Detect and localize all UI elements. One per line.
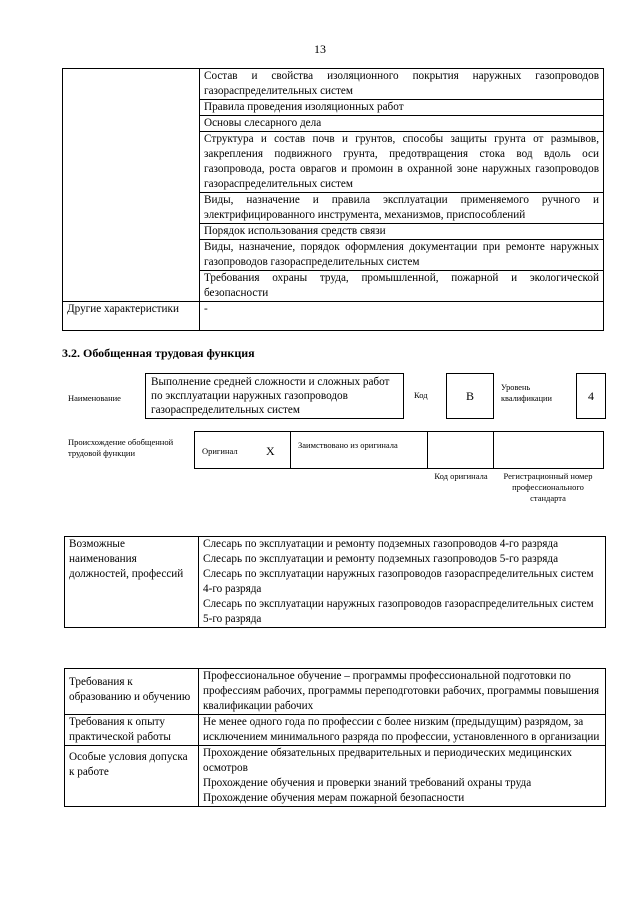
divider — [290, 431, 291, 469]
origin-row — [194, 431, 604, 469]
positions-label: Возможные наименования должностей, профессий — [65, 537, 199, 628]
experience-value: Не менее одного года по профессии с более низким (предыдущим) разрядом, за исключением минимального разряда по профессии, установленного в организации — [199, 715, 606, 746]
admission-item: Прохождение обязательных предварительных и периодических медицинских осмотров — [203, 747, 572, 774]
knowledge-item: Структура и состав почв и грунтов, способы защиты грунта от размывов, закрепления подвижного грунта, предотвращения стока вод вдоль оси газопровода, роста оврагов и промоин в охранной зоне наружных газопроводов газораспределительных систем — [200, 132, 604, 193]
position-item: Слесарь по эксплуатации и ремонту подземных газопроводов 5-го разряда — [203, 553, 559, 565]
origin-label: Происхождение обобщенной трудовой функции — [68, 437, 174, 458]
knowledge-item: Состав и свойства изоляционного покрытия наружных газопроводов газораспределительных систем — [200, 69, 604, 100]
table-row — [63, 69, 604, 100]
page-number: 13 — [314, 42, 326, 56]
level-value: 4 — [576, 373, 606, 419]
knowledge-item: Правила проведения изоляционных работ — [200, 100, 604, 116]
positions-table — [64, 536, 606, 628]
original-mark: X — [266, 444, 275, 458]
function-name-value: Выполнение средней сложности и сложных работ по эксплуатации наружных газопроводов газораспределительных систем — [145, 373, 404, 419]
experience-label: Требования к опыту практической работы — [65, 715, 199, 746]
admission-item: Прохождение обучения мерам пожарной безопасности — [203, 792, 465, 804]
section-title: 3.2. Обобщенная трудовая функция — [62, 346, 255, 360]
other-characteristics-value: - — [200, 302, 604, 331]
empty-label-cell — [63, 69, 200, 302]
original-label: Оригинал — [202, 446, 238, 456]
divider — [427, 431, 428, 469]
level-label: Уровень квалификации — [501, 383, 552, 403]
admission-list — [199, 746, 606, 807]
table-row — [65, 669, 606, 715]
position-item: Слесарь по эксплуатации наружных газопроводов газораспределительных систем 4-го разряда — [203, 568, 594, 595]
admission-label: Особые условия допуска к работе — [65, 746, 199, 807]
knowledge-item: Основы слесарного дела — [200, 116, 604, 132]
position-item: Слесарь по эксплуатации наружных газопроводов газораспределительных систем 5-го разряда — [203, 598, 594, 625]
code-value: B — [446, 373, 494, 419]
code-label: Код — [414, 390, 428, 400]
registration-caption: Регистрационный номер профессионального стандарта — [503, 471, 593, 503]
knowledge-item: Требования охраны труда, промышленной, пожарной и экологической безопасности — [200, 271, 604, 302]
knowledge-item: Виды, назначение, порядок оформления документации при ремонте наружных газопроводов газораспределительных систем — [200, 240, 604, 271]
divider — [493, 431, 494, 469]
position-item: Слесарь по эксплуатации и ремонту подземных газопроводов 4-го разряда — [203, 538, 559, 550]
table-row — [65, 746, 606, 807]
name-label: Наименование — [68, 393, 121, 403]
positions-list — [199, 537, 606, 628]
knowledge-item: Виды, назначение и правила эксплуатации применяемого ручного и электрифицированного инструмента, механизмов, приспособлений — [200, 193, 604, 224]
education-label: Требования к образованию и обучению — [65, 669, 199, 715]
knowledge-item: Порядок использования средств связи — [200, 224, 604, 240]
table-row — [65, 715, 606, 746]
code-original-caption: Код оригинала — [434, 471, 488, 481]
knowledge-table — [62, 68, 604, 331]
table-row — [63, 302, 604, 331]
education-value: Профессиональное обучение – программы профессиональной подготовки по профессиям рабочих, программы переподготовки рабочих, программы повышения квалификации рабочих — [199, 669, 606, 715]
table-row — [65, 537, 606, 628]
requirements-table — [64, 668, 606, 807]
admission-item: Прохождение обучения и проверки знаний требований охраны труда — [203, 777, 532, 789]
other-characteristics-label: Другие характеристики — [63, 302, 200, 331]
borrowed-label: Заимствовано из оригинала — [298, 440, 398, 450]
